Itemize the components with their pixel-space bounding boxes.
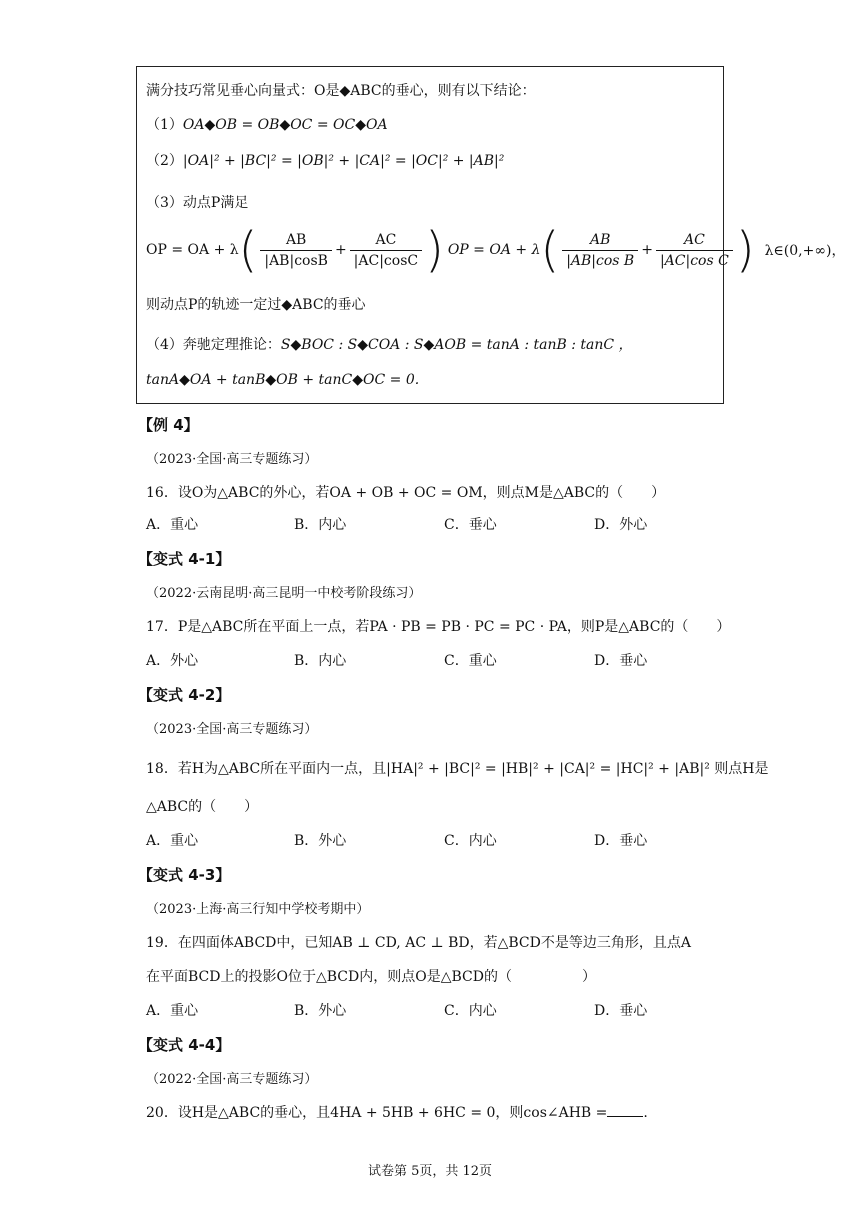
formula-b-frac2: [656, 232, 733, 269]
tip-item-2-expr: |OA|² + |BC|² = |OB|² + |CA|² = |OC|² + |AB|²: [182, 153, 505, 169]
left-paren-icon: (: [540, 222, 560, 278]
formula-a-frac1: [260, 232, 332, 269]
tip-item-3-conclusion: 则动点P的轨迹一定过◆ABC的垂心: [146, 297, 366, 313]
formula-a-frac2: [350, 232, 422, 269]
q16-option-b: B．内心: [294, 517, 347, 533]
formula-b-frac2-num: AC: [683, 231, 705, 248]
q19-option-b: B．外心: [294, 1003, 347, 1019]
formula-a-frac1-den: |AB|cosB: [260, 250, 332, 269]
variant-4-4-source: （2022·全国·高三专题练习）: [146, 1072, 318, 1087]
formula-b-frac1-num: AB: [590, 231, 611, 248]
formula-b-frac2-den: |AC|cos C: [656, 250, 733, 269]
formula-b-lhs: OP = OA + λ: [447, 242, 541, 258]
question-17: 17．P是△ABC所在平面上一点，若PA · PB = PB · PC = PC · PA，则P是△ABC的（ ）: [146, 619, 731, 635]
question-16: 16．设O为△ABC的外心，若OA + OB + OC = OM，则点M是△ABC的（ ）: [146, 485, 666, 501]
question-19-line-1: 19．在四面体ABCD中，已知AB ⊥ CD, AC ⊥ BD，若△BCD不是等边三角形，且点A: [146, 935, 691, 951]
plus-sign: +: [334, 242, 347, 258]
tip-intro: 满分技巧常见垂心向量式：O是◆ABC的垂心，则有以下结论：: [146, 83, 536, 99]
question-20-text: 20．设H是△ABC的垂心，且4HA + 5HB + 6HC = 0，则cos∠AHB =: [146, 1105, 608, 1121]
tip-item-1: [146, 114, 388, 134]
q18-option-b: B．外心: [294, 833, 347, 849]
variant-4-2-source: （2023·全国·高三专题练习）: [146, 722, 318, 737]
formula-b-frac1: [562, 232, 638, 269]
tip-item-1-label: （1）: [146, 117, 183, 133]
q19-option-a: A．重心: [146, 1003, 199, 1019]
formula-a-frac2-den: |AC|cosC: [350, 250, 422, 269]
q16-option-d: D．外心: [594, 517, 648, 533]
tip-item-2-label: （2）: [146, 153, 183, 169]
example-4-source: （2023·全国·高三专题练习）: [146, 452, 318, 467]
q17-option-c: C．重心: [444, 653, 497, 669]
plus-sign: +: [641, 242, 653, 258]
formula-a-lhs: OP = OA + λ: [146, 242, 239, 258]
formula-a-frac2-num: AC: [375, 231, 397, 248]
q18-option-c: C．内心: [444, 833, 497, 849]
variant-4-3-heading: 【变式 4-3】: [138, 866, 231, 884]
right-paren-icon: ): [425, 222, 444, 278]
variant-4-2-heading: 【变式 4-2】: [138, 686, 231, 704]
answer-blank: [607, 1104, 643, 1117]
tip-item-3-formula: [146, 220, 845, 280]
formula-b-frac1-den: |AB|cos B: [562, 250, 638, 269]
left-paren-icon: (: [238, 222, 258, 278]
q17-option-d: D．垂心: [594, 653, 648, 669]
tip-item-4-ratio: S◆BOC : S◆COA : S◆AOB = tanA : tanB : tanC ，: [280, 337, 633, 353]
formula-range: λ∈(0,+∞)，: [764, 243, 846, 259]
variant-4-4-heading: 【变式 4-4】: [138, 1036, 231, 1054]
tip-item-1-expr: OA◆OB = OB◆OC = OC◆OA: [182, 117, 388, 133]
formula-a-frac1-num: AB: [285, 231, 307, 248]
question-20-end: .: [643, 1105, 648, 1121]
q16-option-c: C．垂心: [444, 517, 497, 533]
tip-item-3-label: （3）动点P满足: [146, 195, 249, 211]
tip-item-4-sum: tanA◆OA + tanB◆OB + tanC◆OC = 0.: [146, 372, 420, 388]
variant-4-3-source: （2023·上海·高三行知中学校考期中）: [146, 902, 370, 917]
right-paren-icon: ): [735, 222, 755, 278]
tip-item-4-label: （4）奔驰定理推论：: [146, 337, 281, 353]
q17-option-a: A．外心: [146, 653, 199, 669]
variant-4-1-heading: 【变式 4-1】: [138, 550, 231, 568]
variant-4-1-source: （2022·云南昆明·高三昆明一中校考阶段练习）: [146, 586, 422, 601]
tip-item-2: [146, 150, 504, 170]
question-18-line-2: △ABC的（ ）: [146, 799, 259, 815]
q19-option-d: D．垂心: [594, 1003, 648, 1019]
question-20: [146, 1102, 648, 1122]
q18-option-d: D．垂心: [594, 833, 648, 849]
page-footer: 试卷第 5页，共 12页: [367, 1164, 493, 1179]
q19-option-c: C．内心: [444, 1003, 497, 1019]
question-19-line-2: 在平面BCD上的投影O位于△BCD内，则点O是△BCD的（ ）: [146, 969, 596, 985]
example-4-heading: 【例 4】: [138, 416, 199, 434]
q18-option-a: A．重心: [146, 833, 199, 849]
question-18-line-1: 18．若H为△ABC所在平面内一点，且|HA|² + |BC|² = |HB|² + |CA|² = |HC|² + |AB|² 则点H是: [146, 761, 769, 777]
q17-option-b: B．内心: [294, 653, 347, 669]
q16-option-a: A．重心: [146, 517, 199, 533]
tip-item-4: [146, 334, 633, 354]
